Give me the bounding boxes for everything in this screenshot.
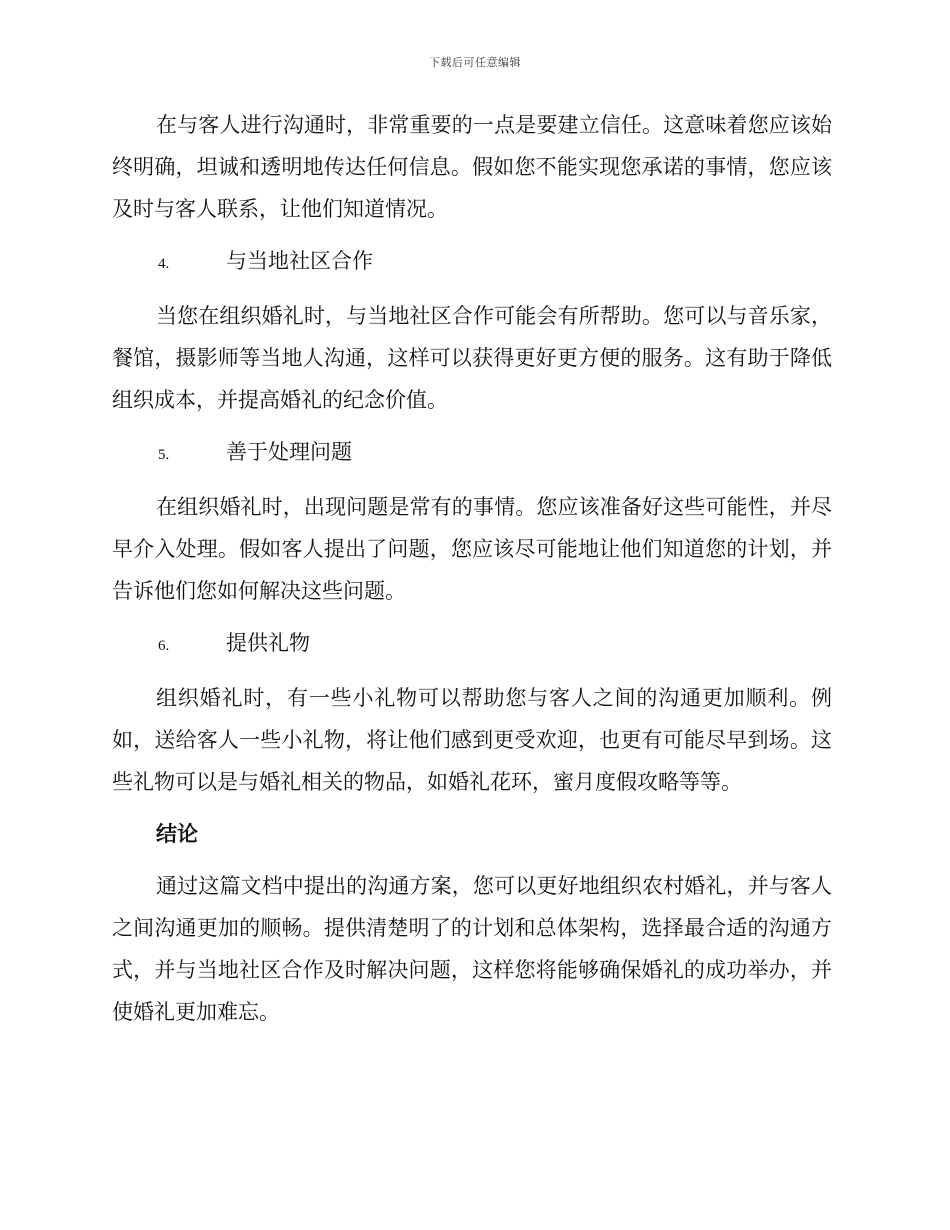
- section-item-4: [112, 240, 832, 285]
- section-number: 4.: [158, 256, 170, 272]
- document-body: [112, 104, 832, 1043]
- section-item-6: [112, 622, 832, 667]
- paragraph-conclusion: 通过这篇文档中提出的沟通方案，您可以更好地组织农村婚礼，并与客人之间沟通更加的顺畅。提供清楚明了的计划和总体架构，选择最合适的沟通方式，并与当地社区合作及时解决问题，这样您将能够确保婚礼的成功举办，并使婚礼更加难忘。: [112, 874, 832, 1024]
- paragraph-problems: 在组织婚礼时，出现问题是常有的事情。您应该准备好这些可能性，并尽早介入处理。假如客人提出了问题，您应该尽可能地让他们知道您的计划，并告诉他们您如何解决这些问题。: [112, 495, 832, 603]
- section-number: 6.: [158, 638, 170, 654]
- section-item-5: [112, 431, 832, 476]
- section-title: 与当地社区合作: [226, 249, 373, 273]
- section-number: 5.: [158, 447, 170, 463]
- section-title: 提供礼物: [226, 631, 310, 655]
- conclusion-heading: 结论: [156, 822, 198, 846]
- page-header: 下载后可任意编辑: [429, 56, 521, 69]
- paragraph-trust: 在与客人进行沟通时，非常重要的一点是要建立信任。这意味着您应该始终明确，坦诚和透明地传达任何信息。假如您不能实现您承诺的事情，您应该及时与客人联系，让他们知道情况。: [112, 113, 832, 221]
- paragraph-community: 当您在组织婚礼时，与当地社区合作可能会有所帮助。您可以与音乐家，餐馆，摄影师等当地人沟通，这样可以获得更好更方便的服务。这有助于降低组织成本，并提高婚礼的纪念价值。: [112, 304, 832, 412]
- paragraph-gifts: 组织婚礼时，有一些小礼物可以帮助您与客人之间的沟通更加顺利。例如，送给客人一些小礼物，将让他们感到更受欢迎，也更有可能尽早到场。这些礼物可以是与婚礼相关的物品，如婚礼花环，蜜月度假攻略等等。: [112, 686, 832, 794]
- section-title: 善于处理问题: [226, 440, 352, 464]
